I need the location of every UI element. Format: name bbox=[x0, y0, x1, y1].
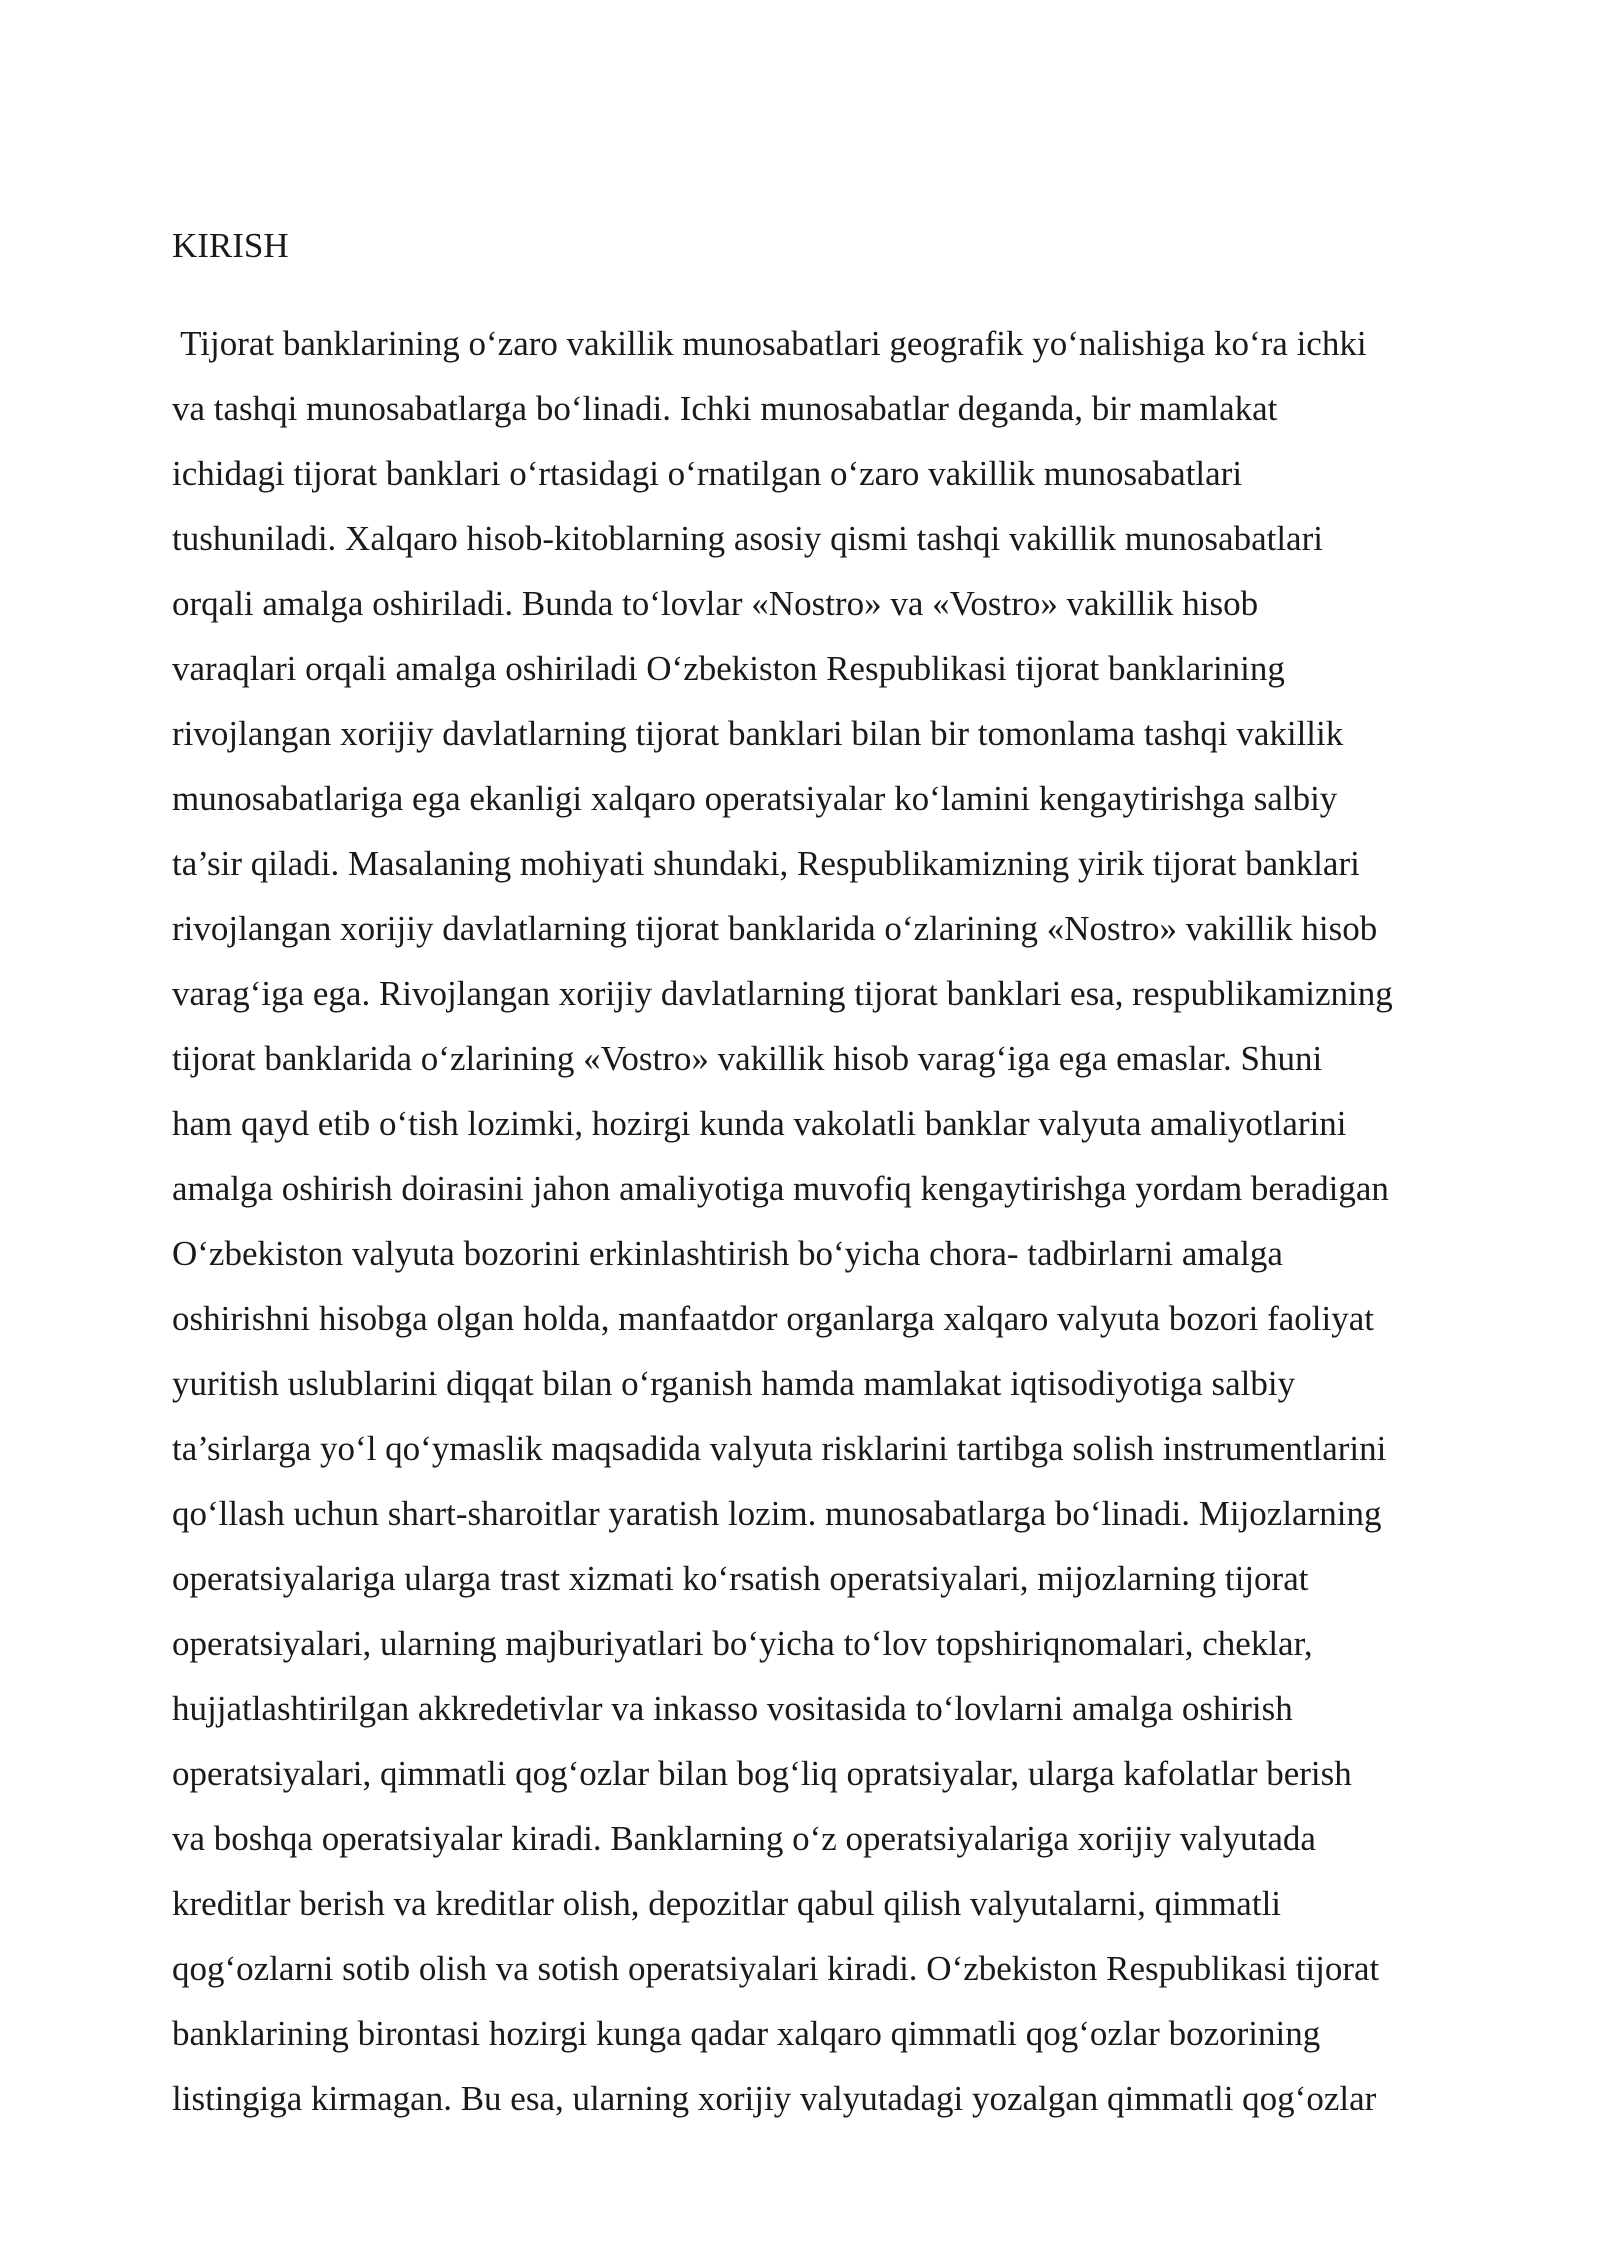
paragraph-line: va tashqi munosabatlarga bo‘linadi. Ichki munosabatlar deganda, bir mamlakat bbox=[172, 389, 1278, 428]
paragraph-line: ichidagi tijorat banklari o‘rtasidagi o‘rnatilgan o‘zaro vakillik munosabatlari bbox=[172, 454, 1243, 493]
paragraph-line: ta’sirlarga yo‘l qo‘ymaslik maqsadida valyuta risklarini tartibga solish instrumentlarini bbox=[172, 1429, 1387, 1468]
paragraph-line: amalga oshirish doirasini jahon amaliyotiga muvofiq kengaytirishga yordam beradigan bbox=[172, 1169, 1389, 1208]
paragraph-line: rivojlangan xorijiy davlatlarning tijorat banklari bilan bir tomonlama tashqi vakillik bbox=[172, 714, 1344, 753]
paragraph-line: varag‘iga ega. Rivojlangan xorijiy davlatlarning tijorat banklari esa, respublikamizning bbox=[172, 974, 1393, 1013]
paragraph-line: hujjatlashtirilgan akkredetivlar va inkasso vositasida to‘lovlarni amalga oshirish bbox=[172, 1689, 1293, 1728]
paragraph-line: tushuniladi. Xalqaro hisob-kitoblarning asosiy qismi tashqi vakillik munosabatlari bbox=[172, 519, 1323, 558]
paragraph-line: qo‘llash uchun shart-sharoitlar yaratish lozim. munosabatlarga bo‘linadi. Mijozlarning bbox=[172, 1494, 1382, 1533]
paragraph-line: oshirishni hisobga olgan holda, manfaatdor organlarga xalqaro valyuta bozori faoliyat bbox=[172, 1299, 1374, 1338]
paragraph-line: munosabatlariga ega ekanligi xalqaro operatsiyalar ko‘lamini kengaytirishga salbiy bbox=[172, 779, 1338, 818]
paragraph-line: kreditlar berish va kreditlar olish, depozitlar qabul qilish valyutalarni, qimmatli bbox=[172, 1884, 1282, 1923]
paragraph-line: rivojlangan xorijiy davlatlarning tijorat banklarida o‘zlarining «Nostro» vakillik hisob bbox=[172, 909, 1378, 948]
body-paragraph bbox=[172, 311, 1492, 2131]
paragraph-line: operatsiyalari, qimmatli qog‘ozlar bilan bog‘liq opratsiyalar, ularga kafolatlar berish bbox=[172, 1754, 1352, 1793]
paragraph-line: Tijorat banklarining o‘zaro vakillik munosabatlari geografik yo‘nalishiga ko‘ra ichki bbox=[172, 324, 1367, 363]
paragraph-line: operatsiyalari, ularning majburiyatlari bo‘yicha to‘lov topshiriqnomalari, cheklar, bbox=[172, 1624, 1313, 1663]
paragraph-line: O‘zbekiston valyuta bozorini erkinlashtirish bo‘yicha chora- tadbirlarni amalga bbox=[172, 1234, 1283, 1273]
paragraph-line: qog‘ozlarni sotib olish va sotish operatsiyalari kiradi. O‘zbekiston Respublikasi tijorat bbox=[172, 1949, 1380, 1988]
paragraph-line: ham qayd etib o‘tish lozimki, hozirgi kunda vakolatli banklar valyuta amaliyotlarini bbox=[172, 1104, 1347, 1143]
paragraph-line: listingiga kirmagan. Bu esa, ularning xorijiy valyutadagi yozalgan qimmatli qog‘ozlar bbox=[172, 2079, 1377, 2118]
paragraph-line: orqali amalga oshiriladi. Bunda to‘lovlar «Nostro» va «Vostro» vakillik hisob bbox=[172, 584, 1259, 623]
paragraph-line: operatsiyalariga ularga trast xizmati ko‘rsatish operatsiyalari, mijozlarning tijorat bbox=[172, 1559, 1309, 1598]
section-heading: KIRISH bbox=[172, 226, 289, 265]
paragraph-line: yuritish uslublarini diqqat bilan o‘rganish hamda mamlakat iqtisodiyotiga salbiy bbox=[172, 1364, 1296, 1403]
paragraph-line: varaqlari orqali amalga oshiriladi O‘zbekiston Respublikasi tijorat banklarining bbox=[172, 649, 1285, 688]
paragraph-line: va boshqa operatsiyalar kiradi. Banklarning o‘z operatsiyalariga xorijiy valyutada bbox=[172, 1819, 1316, 1858]
paragraph-line: tijorat banklarida o‘zlarining «Vostro» vakillik hisob varag‘iga ega emaslar. Shuni bbox=[172, 1039, 1323, 1078]
paragraph-line: banklarining birontasi hozirgi kunga qadar xalqaro qimmatli qog‘ozlar bozorining bbox=[172, 2014, 1321, 2053]
paragraph-line: ta’sir qiladi. Masalaning mohiyati shundaki, Respublikamizning yirik tijorat banklari bbox=[172, 844, 1360, 883]
